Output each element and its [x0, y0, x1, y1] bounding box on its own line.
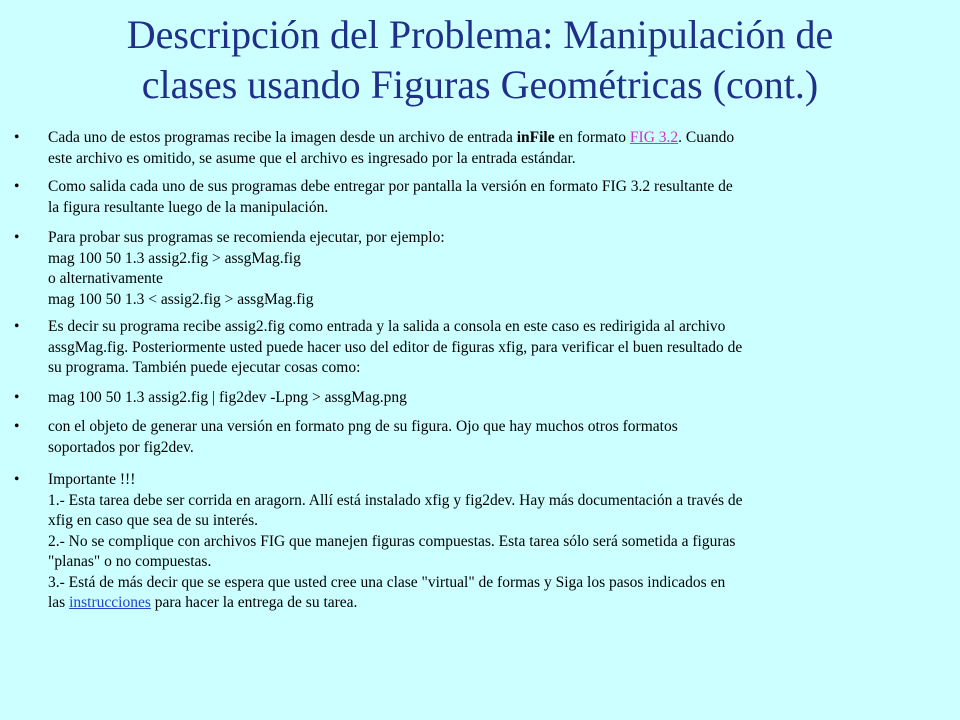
bullet-list: [48, 128, 898, 622]
bullet-line: 1.- Esta tarea debe ser corrida en aragorn. Allí está instalado xfig y fig2dev. Hay más documentación a través de: [48, 491, 743, 509]
bullet-line: • Importante !!!: [48, 471, 136, 488]
bullet-png-purpose: [48, 417, 898, 458]
bullet-output: [48, 177, 898, 218]
bullet-line: xfig en caso que sea de su interés.: [48, 512, 259, 529]
bullet-important: [48, 470, 898, 614]
instrucciones-link[interactable]: instrucciones: [69, 594, 151, 611]
title-line-1: Descripción del Problema: Manipulación de: [126, 12, 834, 57]
bullet-line: [48, 128, 898, 149]
bullet-line: este archivo es omitido, se asume que el archivo es ingresado por la entrada estándar.: [48, 149, 576, 167]
fig-3-2-link[interactable]: FIG 3.2: [629, 129, 679, 146]
infile-term: inFile: [516, 129, 555, 146]
title-line-2: clases usando Figuras Geométricas (cont.): [141, 62, 819, 107]
command-line: mag 100 50 1.3 < assig2.fig > assgMag.fig: [48, 290, 314, 308]
bullet-line: la figura resultante luego de la manipulación.: [48, 198, 329, 216]
bullet-input-file: [48, 128, 898, 169]
slide-title: [60, 10, 900, 110]
command-line: mag 100 50 1.3 assig2.fig > assgMag.fig: [48, 249, 301, 267]
bullet-line: • Es decir su programa recibe assig2.fig como entrada y la salida a consola en este caso es redirigida al archivo: [48, 318, 726, 335]
bullet-test-example: [48, 228, 898, 310]
bullet-line: o alternativamente: [48, 270, 163, 287]
bullet-line: soportados por fig2dev.: [48, 438, 194, 456]
bullet-explanation: [48, 317, 898, 379]
text: para hacer la entrega de su tarea.: [150, 594, 358, 611]
bullet-line: • Para probar sus programas se recomienda ejecutar, por ejemplo:: [48, 229, 445, 246]
bullet-line: assgMag.fig. Posteriormente usted puede hacer uso del editor de figuras xfig, para verificar el buen resultado de: [48, 338, 743, 356]
bullet-line: 2.- No se complique con archivos FIG que manejen figuras compuestas. Esta tarea sólo será sometida a figuras: [48, 532, 736, 550]
text: las: [48, 594, 70, 611]
bullet-line: su programa. También puede ejecutar cosas como:: [48, 359, 361, 376]
text: . Cuando: [678, 129, 735, 146]
command-line: • mag 100 50 1.3 assig2.fig | fig2dev -Lpng > assgMag.png: [48, 388, 407, 406]
text: en formato: [554, 129, 630, 146]
bullet-pipe-command: [48, 388, 898, 409]
bullet-line: • Como salida cada uno de sus programas debe entregar por pantalla la versión en formato FIG 3.2 resultante de: [48, 178, 733, 195]
bullet-line: [48, 593, 898, 614]
bullet-line: 3.- Está de más decir que se espera que usted cree una clase "virtual" de formas y Siga los pasos indicados en: [48, 573, 726, 591]
bullet-line: • con el objeto de generar una versión en formato png de su figura. Ojo que hay muchos otros formatos: [48, 418, 678, 435]
bullet-line: "planas" o no compuestas.: [48, 553, 212, 570]
text: Cada uno de estos programas recibe la imagen desde un archivo de entrada: [48, 129, 517, 146]
